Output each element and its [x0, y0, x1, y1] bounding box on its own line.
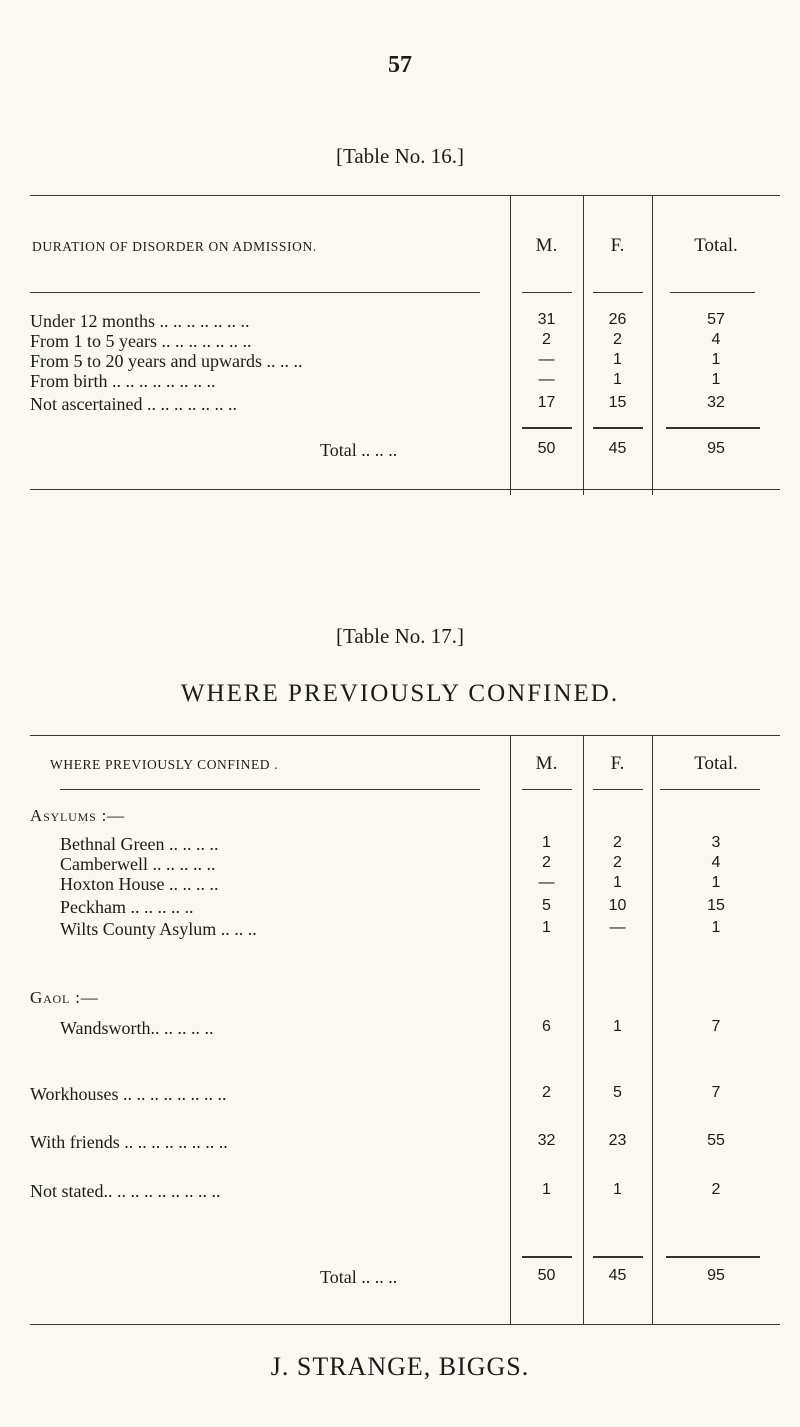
table17-row: Not stated.. .. .. .. .. .. .. .. .. 1 1 2: [30, 1181, 721, 1201]
table17-row: Wandsworth.. .. .. .. .. 6 1 7: [60, 1018, 721, 1038]
table16-col-f: F.: [610, 235, 625, 256]
table17-col-m: M.: [535, 753, 558, 774]
table16-total-row: Total .. .. .. 50 45 95: [320, 440, 725, 460]
group-title-gaol: Gaol :—: [30, 988, 99, 1007]
table16-desc-header: DURATION OF DISORDER ON ADMISSION.: [32, 239, 317, 254]
table16-row: Not ascertained .. .. .. .. .. .. .. 17 15 32: [30, 394, 725, 414]
table17-row: Hoxton House .. .. .. .. — 1 1: [60, 874, 721, 894]
table17-row: Peckham .. .. .. .. .. 5 10 15: [60, 897, 725, 917]
table16-row: Under 12 months .. .. .. .. .. .. .. 31 26 57: [30, 311, 725, 331]
printer-imprint: J. STRANGE, BIGGS.: [270, 1352, 530, 1381]
table17-row: Wilts County Asylum .. .. .. 1 — 1: [60, 919, 721, 939]
table17-total-row: Total .. .. .. 50 45 95: [320, 1267, 725, 1287]
table17-col-total: Total.: [694, 753, 738, 774]
table17-row: With friends .. .. .. .. .. .. .. .. 32 23 55: [30, 1132, 725, 1152]
table17-row: Camberwell .. .. .. .. .. 2 2 4: [60, 854, 721, 874]
table17-row: Workhouses .. .. .. .. .. .. .. .. 2 5 7: [30, 1084, 721, 1104]
table16-col-m: M.: [535, 235, 558, 256]
table16-row: From birth .. .. .. .. .. .. .. .. — 1 1: [30, 371, 721, 391]
table16: [30, 195, 780, 495]
table16-row: From 1 to 5 years .. .. .. .. .. .. .. 2 2 4: [30, 331, 721, 351]
table17-row: Bethnal Green .. .. .. .. 1 2 3: [60, 834, 721, 854]
table16-col-total: Total.: [694, 235, 738, 256]
table17: [30, 735, 780, 1330]
group-title-asylums: Asylums :—: [30, 806, 125, 825]
table17-desc-header: WHERE PREVIOUSLY CONFINED .: [50, 757, 279, 772]
page-number: 57: [388, 52, 412, 78]
table16-caption: [Table No. 16.]: [336, 144, 464, 168]
table17-heading: WHERE PREVIOUSLY CONFINED.: [180, 680, 620, 707]
table16-row: From 5 to 20 years and upwards .. .. .. — 1 1: [30, 351, 721, 371]
table17-col-f: F.: [610, 753, 625, 774]
table17-caption: [Table No. 17.]: [336, 624, 464, 648]
